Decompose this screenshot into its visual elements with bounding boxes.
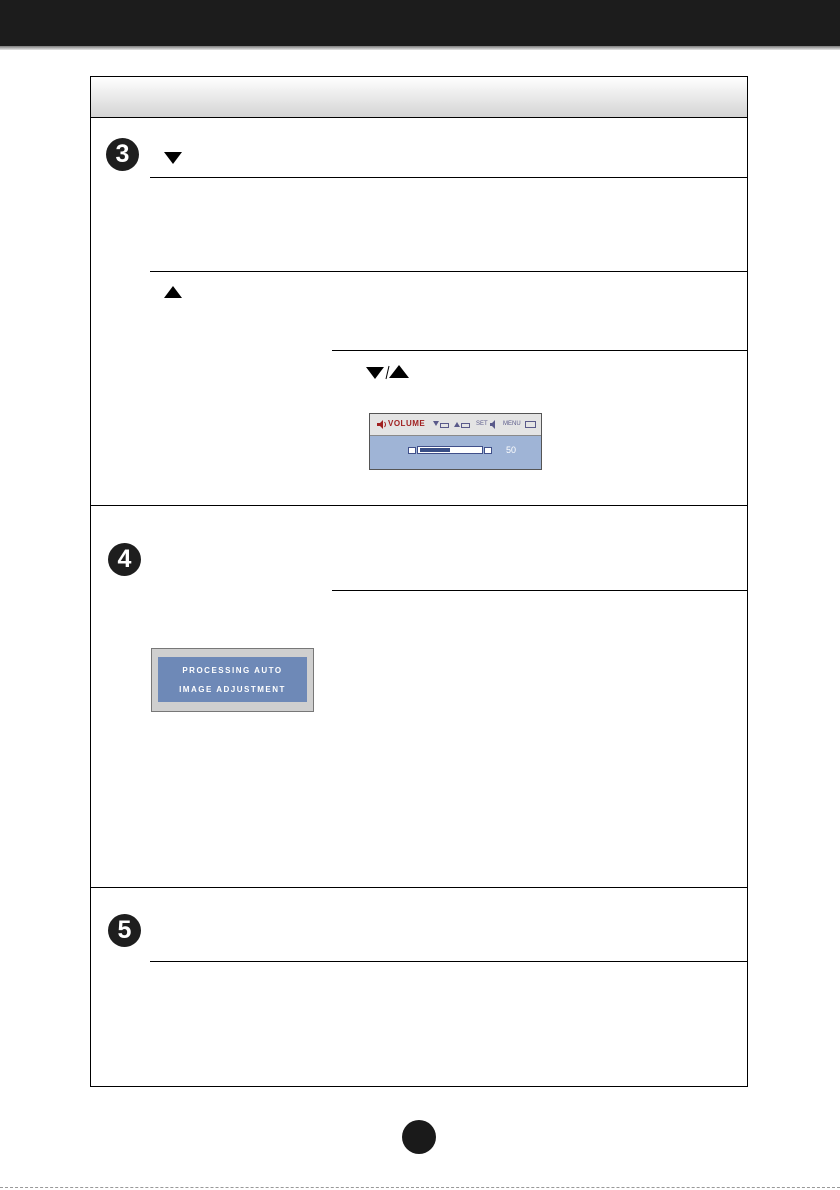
step-5-number: 5 bbox=[108, 914, 141, 947]
volume-slider-fill bbox=[420, 448, 450, 452]
step-3-number: 3 bbox=[106, 138, 139, 171]
page-number-badge bbox=[402, 1120, 436, 1154]
osd-up-icon bbox=[454, 422, 460, 427]
down-up-arrows-icon bbox=[364, 364, 412, 380]
speaker-icon bbox=[376, 419, 387, 430]
slider-plus-end-icon bbox=[484, 447, 492, 454]
divider-up-row bbox=[150, 271, 748, 272]
volume-osd-header bbox=[370, 414, 541, 436]
auto-adjust-line-1: PROCESSING AUTO bbox=[182, 666, 283, 675]
section-divider-4-5 bbox=[90, 887, 748, 888]
osd-menu-key-icon bbox=[525, 421, 536, 428]
auto-adjust-osd-panel bbox=[151, 648, 314, 712]
down-arrow-icon bbox=[163, 150, 183, 165]
auto-adjust-osd-inner bbox=[158, 657, 307, 702]
step-4-number: 4 bbox=[108, 543, 141, 576]
osd-set-speaker-icon bbox=[490, 420, 498, 429]
auto-adjust-line-2: IMAGE ADJUSTMENT bbox=[179, 685, 286, 694]
osd-menu-label: MENU bbox=[503, 421, 521, 427]
divider-down-row bbox=[150, 177, 748, 178]
divider-step4-row bbox=[332, 590, 748, 591]
volume-osd-title: VOLUME bbox=[388, 419, 426, 428]
bottom-cut-line bbox=[0, 1187, 840, 1188]
table-header-band bbox=[91, 77, 747, 118]
divider-step5-row bbox=[150, 961, 748, 962]
divider-sub-row bbox=[332, 350, 748, 351]
volume-slider-track bbox=[417, 446, 483, 454]
content-frame bbox=[90, 76, 748, 1087]
volume-value: 50 bbox=[506, 445, 517, 455]
volume-osd-panel bbox=[369, 413, 542, 470]
top-header-bar bbox=[0, 0, 840, 46]
osd-down-icon bbox=[433, 421, 439, 426]
osd-set-label: SET bbox=[476, 421, 488, 427]
up-arrow-icon bbox=[163, 285, 183, 300]
slider-minus-end-icon bbox=[408, 447, 416, 454]
osd-minus-key-icon bbox=[440, 423, 449, 428]
section-divider-3-4 bbox=[90, 505, 748, 506]
osd-plus-key-icon bbox=[461, 423, 470, 428]
header-bar-shadow bbox=[0, 46, 840, 50]
